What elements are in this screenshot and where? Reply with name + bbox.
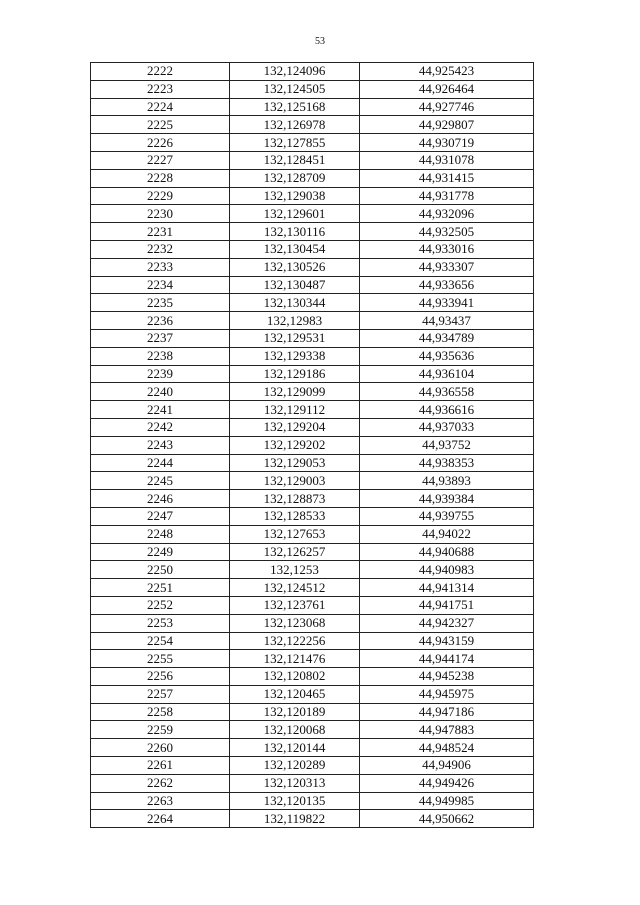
table-row: [91, 543, 534, 561]
longitude-cell: 132,127855: [230, 134, 360, 152]
point-number-cell: 2239: [91, 365, 230, 383]
longitude-cell: 132,124096: [230, 63, 360, 81]
point-number-cell: 2264: [91, 810, 230, 828]
point-number-cell: 2263: [91, 792, 230, 810]
table-row: [91, 436, 534, 454]
table-row: [91, 365, 534, 383]
point-number-cell: 2227: [91, 151, 230, 169]
latitude-cell: 44,931415: [360, 169, 534, 187]
longitude-cell: 132,123068: [230, 614, 360, 632]
latitude-cell: 44,936616: [360, 401, 534, 419]
longitude-cell: 132,130487: [230, 276, 360, 294]
longitude-cell: 132,124505: [230, 80, 360, 98]
point-number-cell: 2222: [91, 63, 230, 81]
latitude-cell: 44,927746: [360, 98, 534, 116]
table-row: [91, 650, 534, 668]
point-number-cell: 2256: [91, 668, 230, 686]
table-row: [91, 561, 534, 579]
point-number-cell: 2235: [91, 294, 230, 312]
longitude-cell: 132,130116: [230, 223, 360, 241]
longitude-cell: 132,120068: [230, 721, 360, 739]
point-number-cell: 2232: [91, 240, 230, 258]
latitude-cell: 44,925423: [360, 63, 534, 81]
point-number-cell: 2244: [91, 454, 230, 472]
longitude-cell: 132,121476: [230, 650, 360, 668]
point-number-cell: 2242: [91, 418, 230, 436]
point-number-cell: 2253: [91, 614, 230, 632]
table-row: [91, 80, 534, 98]
table-row: [91, 223, 534, 241]
longitude-cell: 132,126257: [230, 543, 360, 561]
latitude-cell: 44,933941: [360, 294, 534, 312]
table-row: [91, 98, 534, 116]
table-row: [91, 134, 534, 152]
latitude-cell: 44,93437: [360, 312, 534, 330]
longitude-cell: 132,129338: [230, 347, 360, 365]
table-row: [91, 596, 534, 614]
longitude-cell: 132,120144: [230, 739, 360, 757]
point-number-cell: 2262: [91, 774, 230, 792]
point-number-cell: 2228: [91, 169, 230, 187]
latitude-cell: 44,932505: [360, 223, 534, 241]
longitude-cell: 132,122256: [230, 632, 360, 650]
latitude-cell: 44,941751: [360, 596, 534, 614]
latitude-cell: 44,947883: [360, 721, 534, 739]
latitude-cell: 44,941314: [360, 579, 534, 597]
latitude-cell: 44,939755: [360, 507, 534, 525]
table-row: [91, 418, 534, 436]
table-row: [91, 685, 534, 703]
longitude-cell: 132,128451: [230, 151, 360, 169]
latitude-cell: 44,945238: [360, 668, 534, 686]
longitude-cell: 132,120135: [230, 792, 360, 810]
table-row: [91, 668, 534, 686]
longitude-cell: 132,125168: [230, 98, 360, 116]
longitude-cell: 132,130454: [230, 240, 360, 258]
point-number-cell: 2261: [91, 757, 230, 775]
table-row: [91, 721, 534, 739]
latitude-cell: 44,949426: [360, 774, 534, 792]
latitude-cell: 44,931078: [360, 151, 534, 169]
point-number-cell: 2259: [91, 721, 230, 739]
latitude-cell: 44,936558: [360, 383, 534, 401]
table-row: [91, 454, 534, 472]
table-row: [91, 116, 534, 134]
latitude-cell: 44,931778: [360, 187, 534, 205]
coordinates-table-body: [91, 63, 534, 828]
latitude-cell: 44,933307: [360, 258, 534, 276]
table-row: [91, 151, 534, 169]
longitude-cell: 132,129003: [230, 472, 360, 490]
table-row: [91, 614, 534, 632]
table-row: [91, 383, 534, 401]
table-row: [91, 258, 534, 276]
point-number-cell: 2229: [91, 187, 230, 205]
latitude-cell: 44,94022: [360, 525, 534, 543]
point-number-cell: 2223: [91, 80, 230, 98]
point-number-cell: 2243: [91, 436, 230, 454]
latitude-cell: 44,932096: [360, 205, 534, 223]
table-row: [91, 739, 534, 757]
latitude-cell: 44,939384: [360, 490, 534, 508]
latitude-cell: 44,929807: [360, 116, 534, 134]
table-row: [91, 472, 534, 490]
point-number-cell: 2237: [91, 329, 230, 347]
longitude-cell: 132,128709: [230, 169, 360, 187]
longitude-cell: 132,127653: [230, 525, 360, 543]
latitude-cell: 44,943159: [360, 632, 534, 650]
longitude-cell: 132,12983: [230, 312, 360, 330]
point-number-cell: 2248: [91, 525, 230, 543]
longitude-cell: 132,120189: [230, 703, 360, 721]
table-row: [91, 525, 534, 543]
table-row: [91, 703, 534, 721]
longitude-cell: 132,129038: [230, 187, 360, 205]
longitude-cell: 132,128873: [230, 490, 360, 508]
point-number-cell: 2250: [91, 561, 230, 579]
longitude-cell: 132,123761: [230, 596, 360, 614]
longitude-cell: 132,120289: [230, 757, 360, 775]
latitude-cell: 44,950662: [360, 810, 534, 828]
table-row: [91, 810, 534, 828]
point-number-cell: 2245: [91, 472, 230, 490]
longitude-cell: 132,130344: [230, 294, 360, 312]
longitude-cell: 132,130526: [230, 258, 360, 276]
point-number-cell: 2247: [91, 507, 230, 525]
longitude-cell: 132,129099: [230, 383, 360, 401]
point-number-cell: 2246: [91, 490, 230, 508]
point-number-cell: 2224: [91, 98, 230, 116]
point-number-cell: 2231: [91, 223, 230, 241]
point-number-cell: 2252: [91, 596, 230, 614]
latitude-cell: 44,938353: [360, 454, 534, 472]
longitude-cell: 132,120465: [230, 685, 360, 703]
latitude-cell: 44,935636: [360, 347, 534, 365]
point-number-cell: 2234: [91, 276, 230, 294]
longitude-cell: 132,119822: [230, 810, 360, 828]
longitude-cell: 132,129186: [230, 365, 360, 383]
latitude-cell: 44,94906: [360, 757, 534, 775]
point-number-cell: 2251: [91, 579, 230, 597]
longitude-cell: 132,129601: [230, 205, 360, 223]
latitude-cell: 44,933016: [360, 240, 534, 258]
latitude-cell: 44,936104: [360, 365, 534, 383]
longitude-cell: 132,129053: [230, 454, 360, 472]
point-number-cell: 2254: [91, 632, 230, 650]
longitude-cell: 132,129202: [230, 436, 360, 454]
latitude-cell: 44,933656: [360, 276, 534, 294]
latitude-cell: 44,945975: [360, 685, 534, 703]
latitude-cell: 44,940688: [360, 543, 534, 561]
point-number-cell: 2225: [91, 116, 230, 134]
point-number-cell: 2260: [91, 739, 230, 757]
latitude-cell: 44,948524: [360, 739, 534, 757]
table-row: [91, 63, 534, 81]
latitude-cell: 44,947186: [360, 703, 534, 721]
table-row: [91, 205, 534, 223]
longitude-cell: 132,120313: [230, 774, 360, 792]
table-row: [91, 507, 534, 525]
point-number-cell: 2241: [91, 401, 230, 419]
table-row: [91, 490, 534, 508]
longitude-cell: 132,129204: [230, 418, 360, 436]
latitude-cell: 44,944174: [360, 650, 534, 668]
longitude-cell: 132,129531: [230, 329, 360, 347]
point-number-cell: 2249: [91, 543, 230, 561]
point-number-cell: 2257: [91, 685, 230, 703]
table-row: [91, 792, 534, 810]
table-row: [91, 757, 534, 775]
longitude-cell: 132,1253: [230, 561, 360, 579]
table-row: [91, 312, 534, 330]
latitude-cell: 44,934789: [360, 329, 534, 347]
latitude-cell: 44,93893: [360, 472, 534, 490]
latitude-cell: 44,93752: [360, 436, 534, 454]
longitude-cell: 132,129112: [230, 401, 360, 419]
point-number-cell: 2226: [91, 134, 230, 152]
point-number-cell: 2240: [91, 383, 230, 401]
table-row: [91, 347, 534, 365]
point-number-cell: 2238: [91, 347, 230, 365]
longitude-cell: 132,124512: [230, 579, 360, 597]
point-number-cell: 2255: [91, 650, 230, 668]
table-row: [91, 276, 534, 294]
table-row: [91, 294, 534, 312]
latitude-cell: 44,940983: [360, 561, 534, 579]
point-number-cell: 2230: [91, 205, 230, 223]
table-row: [91, 169, 534, 187]
latitude-cell: 44,949985: [360, 792, 534, 810]
point-number-cell: 2233: [91, 258, 230, 276]
table-row: [91, 774, 534, 792]
latitude-cell: 44,937033: [360, 418, 534, 436]
coordinates-table: [90, 62, 534, 828]
table-row: [91, 401, 534, 419]
table-row: [91, 329, 534, 347]
point-number-cell: 2236: [91, 312, 230, 330]
table-row: [91, 632, 534, 650]
table-row: [91, 579, 534, 597]
longitude-cell: 132,120802: [230, 668, 360, 686]
longitude-cell: 132,128533: [230, 507, 360, 525]
latitude-cell: 44,926464: [360, 80, 534, 98]
latitude-cell: 44,930719: [360, 134, 534, 152]
longitude-cell: 132,126978: [230, 116, 360, 134]
point-number-cell: 2258: [91, 703, 230, 721]
latitude-cell: 44,942327: [360, 614, 534, 632]
table-row: [91, 240, 534, 258]
page-number: 53: [315, 36, 325, 47]
table-row: [91, 187, 534, 205]
